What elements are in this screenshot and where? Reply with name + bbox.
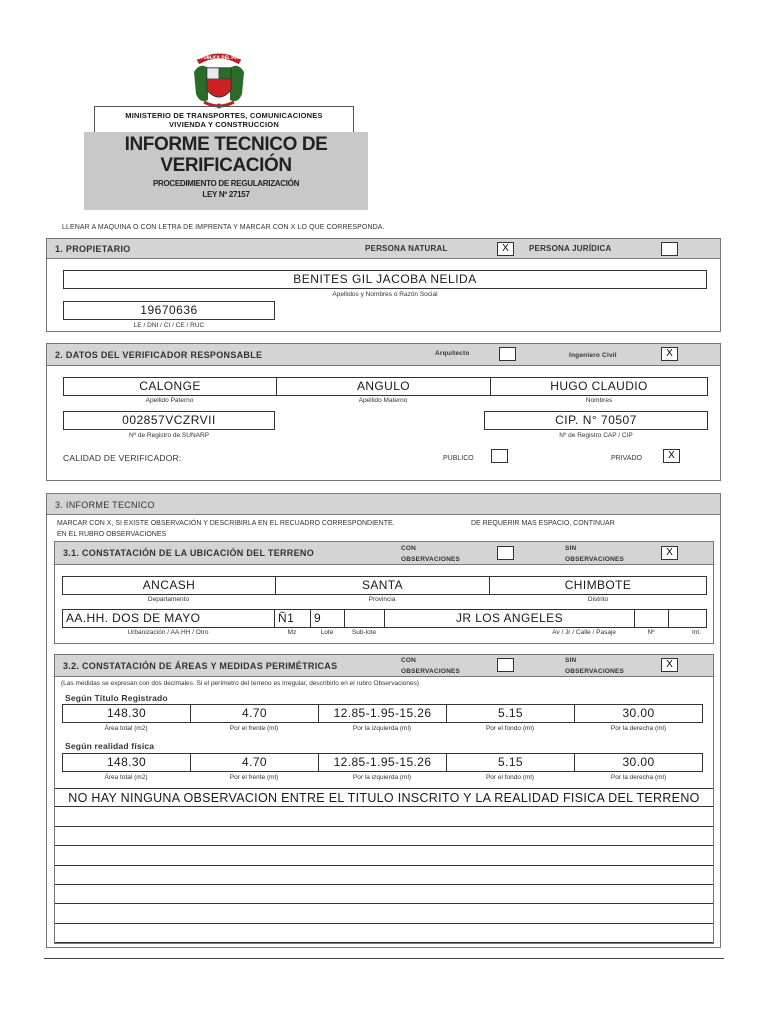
registrado-row bbox=[62, 704, 703, 723]
ministry-name bbox=[95, 107, 353, 129]
observation-line[interactable] bbox=[55, 904, 713, 923]
privado-label: PRIVADO bbox=[611, 455, 642, 462]
realidad-frente[interactable]: 4.70 bbox=[191, 754, 319, 771]
ubicacion-con-obs-checkbox[interactable] bbox=[497, 546, 514, 560]
calidad-verificador-label: CALIDAD DE VERIFICADOR: bbox=[63, 453, 182, 463]
sin-observaciones-label-line-2: OBSERVACIONES bbox=[565, 556, 625, 563]
derecha-caption: Por la derecha (ml) bbox=[610, 725, 667, 732]
subtitle-line-2: LEY Nº 27157 bbox=[202, 190, 250, 199]
ingeniero-civil-checkbox[interactable]: X bbox=[661, 347, 678, 361]
sin-observaciones-label bbox=[565, 657, 624, 675]
observation-line[interactable] bbox=[55, 885, 713, 904]
ingeniero-civil-label: Ingeniero Civil bbox=[569, 352, 617, 359]
interior-field[interactable] bbox=[669, 610, 706, 627]
verifier-name-row bbox=[63, 377, 708, 396]
izquierda-caption: Por la izquierda (ml) bbox=[352, 774, 412, 781]
urbanizacion-field[interactable]: AA.HH. DOS DE MAYO bbox=[63, 610, 275, 627]
address-row bbox=[62, 609, 707, 628]
apellido-materno-field[interactable]: ANGULO bbox=[277, 378, 491, 395]
title-line-2: VERIFICACIÓN bbox=[160, 155, 292, 176]
owner-name-caption: Apellidos y Nombres ó Razón Social bbox=[332, 291, 438, 298]
location-captions bbox=[62, 596, 707, 603]
apellido-paterno-field[interactable]: CALONGE bbox=[64, 378, 277, 395]
areas-note: (Las medidas se expresan con dos decimales. Si el perímetro del terreno es irregular, describirlo en el rubro Observaciones) bbox=[61, 680, 420, 687]
distrito-field[interactable]: CHIMBOTE bbox=[564, 578, 632, 592]
interior-caption: Int. bbox=[691, 629, 701, 636]
observation-line[interactable] bbox=[55, 827, 713, 846]
con-observaciones-label bbox=[401, 545, 460, 563]
con-observaciones-label-line-2: OBSERVACIONES bbox=[401, 668, 461, 675]
ministry-line-2: VIVIENDA Y CONSTRUCCION bbox=[169, 120, 279, 129]
area-total-caption: Área total (m2) bbox=[104, 774, 148, 781]
persona-juridica-checkbox[interactable] bbox=[661, 242, 678, 256]
persona-natural-label: PERSONA NATURAL bbox=[365, 244, 448, 253]
registrado-derecha[interactable]: 30.00 bbox=[622, 706, 655, 720]
con-observaciones-label-line-2: OBSERVACIONES bbox=[401, 556, 461, 563]
subsection-header bbox=[55, 542, 713, 565]
numero-field[interactable] bbox=[635, 610, 669, 627]
observation-line[interactable] bbox=[55, 866, 713, 885]
realidad-fondo[interactable]: 5.15 bbox=[447, 754, 575, 771]
via-caption: Av / Jr / Calle / Pasaje bbox=[552, 629, 616, 636]
nombres-field[interactable]: HUGO CLAUDIO bbox=[550, 379, 648, 393]
con-observaciones-label-line-1: CON bbox=[401, 657, 417, 664]
bottom-rule bbox=[44, 958, 724, 959]
title-line-1: INFORME TECNICO DE bbox=[124, 134, 328, 155]
fondo-caption: Por el fondo (ml) bbox=[485, 774, 535, 781]
cip-caption: Nº de Registro CAP / CIP bbox=[559, 432, 633, 439]
ubicacion-sin-obs-checkbox[interactable]: X bbox=[661, 546, 678, 560]
observation-lines bbox=[55, 788, 713, 943]
ministry-box bbox=[94, 106, 354, 134]
persona-juridica-label: PERSONA JURÍDICA bbox=[529, 244, 612, 253]
con-observaciones-label bbox=[401, 657, 460, 675]
realidad-fisica-label: Según realidad física bbox=[65, 741, 155, 751]
subsection-ubicacion bbox=[54, 541, 714, 644]
document-title-box bbox=[84, 132, 368, 210]
sin-observaciones-label-line-1: SIN bbox=[565, 545, 577, 552]
address-captions bbox=[62, 629, 707, 636]
seal-text: REPUBLICA DEL PERU bbox=[194, 55, 244, 60]
realidad-row bbox=[62, 753, 703, 772]
departamento-caption: Departamento bbox=[147, 596, 190, 603]
distrito-caption: Distrito bbox=[587, 596, 609, 603]
informe-instructions-line-2: EN EL RUBRO OBSERVACIONES bbox=[57, 531, 167, 538]
subsection-title: 3.1. CONSTATACIÓN DE LA UBICACIÓN DEL TERRENO bbox=[63, 548, 315, 558]
privado-checkbox[interactable]: X bbox=[663, 449, 680, 463]
owner-doc-field[interactable]: 19670636 bbox=[63, 301, 275, 320]
con-observaciones-label-line-1: CON bbox=[401, 545, 417, 552]
subtitle-line-1: PROCEDIMIENTO DE REGULARIZACIÓN bbox=[152, 179, 300, 188]
persona-natural-checkbox[interactable]: X bbox=[497, 242, 514, 256]
areas-con-obs-checkbox[interactable] bbox=[497, 658, 514, 672]
provincia-field[interactable]: SANTA bbox=[276, 577, 490, 594]
registrado-area-total[interactable]: 148.30 bbox=[63, 705, 191, 722]
section-propietario bbox=[46, 238, 721, 332]
section-header bbox=[47, 344, 720, 366]
areas-sin-obs-checkbox[interactable]: X bbox=[661, 658, 678, 672]
subsection-title: 3.2. CONSTATACIÓN DE ÁREAS Y MEDIDAS PERIMÉTRICAS bbox=[63, 661, 338, 671]
fondo-caption: Por el fondo (ml) bbox=[485, 725, 535, 732]
section-title: 2. DATOS DEL VERIFICADOR RESPONSABLE bbox=[55, 350, 263, 360]
owner-name-field[interactable]: BENITES GIL JACOBA NELIDA bbox=[63, 270, 707, 289]
nombres-caption: Nombres bbox=[585, 397, 613, 404]
derecha-caption: Por la derecha (ml) bbox=[610, 774, 667, 781]
observation-line[interactable] bbox=[55, 846, 713, 865]
via-field[interactable]: JR LOS ANGELES bbox=[385, 610, 635, 627]
informe-instructions-line-1b: DE REQUERIR MAS ESPACIO, CONTINUAR bbox=[471, 520, 615, 527]
owner-doc-caption: LE / DNI / CI / CE / RUC bbox=[133, 322, 205, 329]
frente-caption: Por el frente (ml) bbox=[229, 774, 279, 781]
sunarp-caption: Nº de Registro de SUNARP bbox=[128, 432, 210, 439]
section-title: 3. INFORME TECNICO bbox=[55, 500, 155, 510]
verifier-name-captions bbox=[63, 397, 708, 404]
manzana-caption: Mz bbox=[287, 629, 297, 636]
area-total-caption: Área total (m2) bbox=[104, 725, 148, 732]
sin-observaciones-label-line-1: SIN bbox=[565, 657, 577, 664]
registrado-frente[interactable]: 4.70 bbox=[191, 705, 319, 722]
location-row bbox=[62, 576, 707, 595]
arquitecto-label: Arquitecto bbox=[435, 350, 470, 357]
registrado-izquierda[interactable]: 12.85-1.95-15.26 bbox=[319, 705, 447, 722]
realidad-captions bbox=[62, 774, 703, 781]
sunarp-field[interactable]: 002857VCZRVII bbox=[63, 411, 275, 430]
apellido-materno-caption: Apellido Materno bbox=[358, 397, 408, 404]
registrado-fondo[interactable]: 5.15 bbox=[447, 705, 575, 722]
realidad-izquierda[interactable]: 12.85-1.95-15.26 bbox=[319, 754, 447, 771]
section-verificador bbox=[46, 343, 721, 481]
publico-checkbox[interactable] bbox=[491, 449, 508, 463]
registrado-captions bbox=[62, 725, 703, 732]
manzana-field[interactable]: Ñ1 bbox=[275, 610, 311, 627]
observation-line[interactable] bbox=[55, 807, 713, 826]
lote-field[interactable]: 9 bbox=[311, 610, 345, 627]
section-header bbox=[47, 494, 720, 515]
publico-label: PUBLICO bbox=[443, 455, 474, 462]
document-subtitle bbox=[84, 178, 368, 200]
sublote-caption: Sub-lote bbox=[351, 629, 377, 636]
section-header bbox=[47, 239, 720, 259]
urbanizacion-caption: Urbanización / AA.HH / Otro bbox=[127, 629, 209, 636]
apellido-paterno-caption: Apellido Paterno bbox=[145, 397, 194, 404]
cip-field[interactable]: CIP. N° 70507 bbox=[484, 411, 708, 430]
sin-observaciones-label-line-2: OBSERVACIONES bbox=[565, 668, 625, 675]
lote-caption: Lote bbox=[320, 629, 334, 636]
ministry-line-1: MINISTERIO DE TRANSPORTES, COMUNICACIONES bbox=[125, 111, 323, 120]
document-title bbox=[84, 134, 368, 176]
instructions-text: LLENAR A MAQUINA O CON LETRA DE IMPRENTA Y MARCAR CON X LO QUE CORRESPONDA. bbox=[62, 224, 385, 231]
arquitecto-checkbox[interactable] bbox=[499, 347, 516, 361]
realidad-derecha[interactable]: 30.00 bbox=[622, 755, 655, 769]
sublote-field[interactable] bbox=[345, 610, 385, 627]
section-title: 1. PROPIETARIO bbox=[55, 244, 131, 254]
numero-caption: Nº bbox=[647, 629, 655, 636]
izquierda-caption: Por la izquierda (ml) bbox=[352, 725, 412, 732]
frente-caption: Por el frente (ml) bbox=[229, 725, 279, 732]
provincia-caption: Provincia bbox=[368, 596, 396, 603]
sin-observaciones-label bbox=[565, 545, 624, 563]
informe-instructions-line-1: MARCAR CON X, SI EXISTE OBSERVACIÓN Y DESCRIBIRLA EN EL RECUADRO CORRESPONDIENTE. bbox=[57, 520, 395, 527]
observation-line[interactable] bbox=[55, 924, 713, 943]
subsection-header bbox=[55, 655, 713, 677]
coat-of-arms-seal bbox=[190, 50, 248, 112]
titulo-registrado-label: Según Título Registrado bbox=[65, 693, 168, 703]
departamento-field[interactable]: ANCASH bbox=[63, 577, 276, 594]
realidad-area-total[interactable]: 148.30 bbox=[63, 754, 191, 771]
observation-text[interactable]: NO HAY NINGUNA OBSERVACION ENTRE EL TITULO INSCRITO Y LA REALIDAD FISICA DEL TERRENO bbox=[55, 788, 713, 807]
